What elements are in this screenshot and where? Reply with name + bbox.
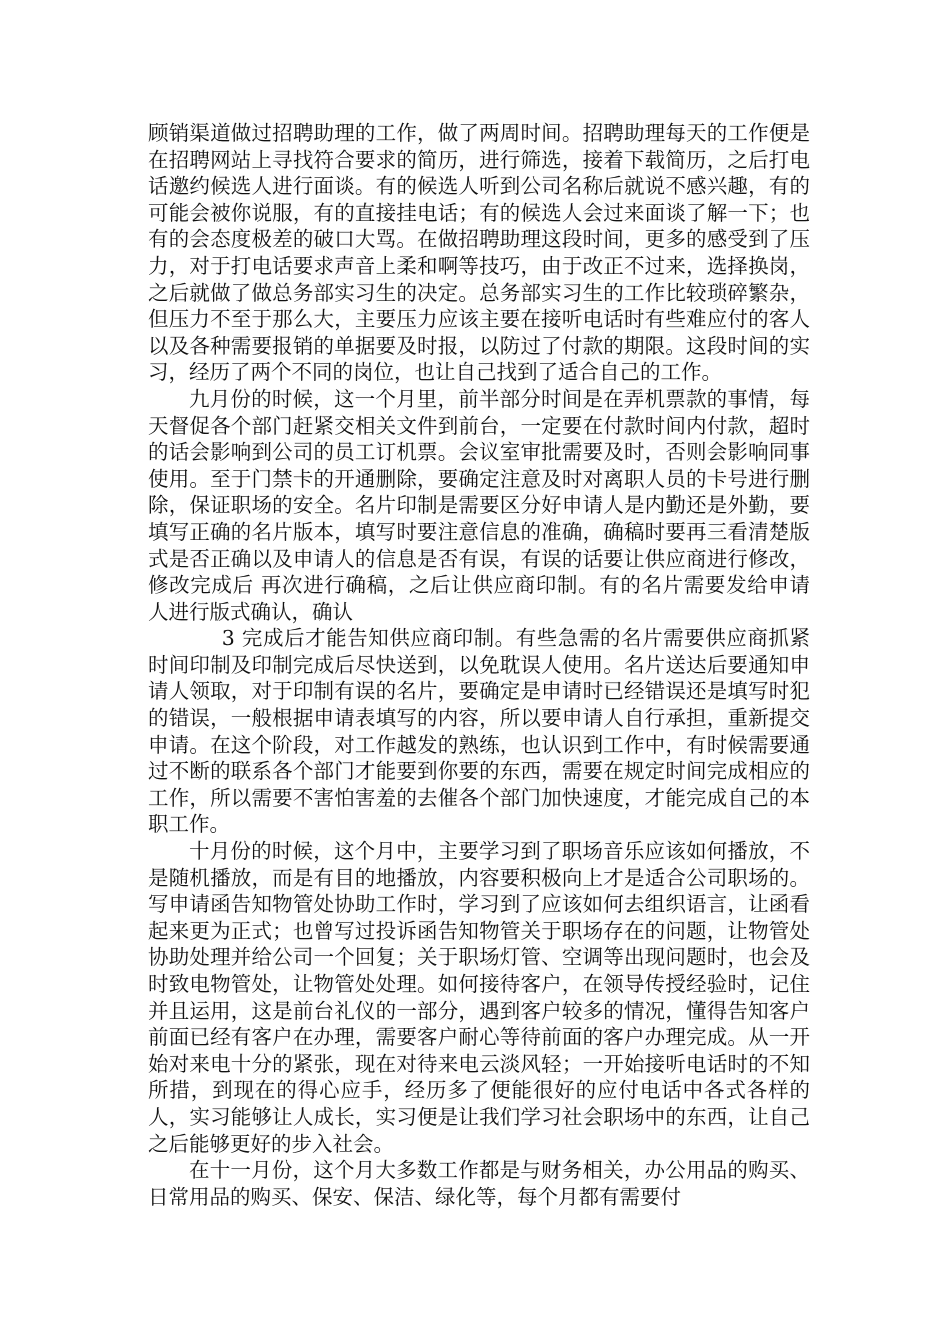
document-page <box>148 120 810 1210</box>
paragraph-november: 在十一月份，这个月大多数工作都是与财务相关，办公用品的购买、日常用品的购买、保安、保洁、绿化等，每个月都有需要付 <box>148 1158 810 1209</box>
paragraph-october: 十月份的时候，这个月中，主要学习到了职场音乐应该如何播放，不是随机播放，而是有目的地播放，内容要积极向上才是适合公司职场的。写申请函告知物管处协助工作时，学习到了应该如何去组织语言，让函看起来更为正式；也曾写过投诉函告知物管关于职场存在的问题，让物管处协助处理并给公司一个回复；关于职场灯管、空调等出现问题时，也会及时致电物管处，让物管处处理。如何接待客户，在领导传授经验时，记住并且运用，这是前台礼仪的一部分，遇到客户较多的情况，懂得告知客户前面已经有客户在办理，需要客户耐心等待前面的客户办理完成。从一开始对来电十分的紧张，现在对待来电云淡风轻；一开始接听电话时的不知所措，到现在的得心应手，经历多了便能很好的应付电话中各式各样的人，实习能够让人成长，实习便是让我们学习社会职场中的东西，让自己之后能够更好的步入社会。 <box>148 839 810 1156</box>
paragraph-continuation: 3 完成后才能告知供应商印制。有些急需的名片需要供应商抓紧时间印制及印制完成后尽快送到，以免耽误人使用。名片送达后要通知申请人领取，对于印制有误的名片，要确定是申请时已经错误还是填写时犯的错误，一般根据申请表填写的内容，所以要申请人自行承担，重新提交申请。在这个阶段，对工作越发的熟练，也认识到工作中，有时候需要通过不断的联系各个部门才能要到你要的东西，需要在规定时间完成相应的工作，所以需要不害怕害羞的去催各个部门加快速度，才能完成自己的本职工作。 <box>148 626 810 837</box>
paragraph-september: 九月份的时候，这一个月里，前半部分时间是在弄机票款的事情，每天督促各个部门赶紧交相关文件到前台，一定要在付款时间内付款，超时的话会影响到公司的员工订机票。会议室审批需要及时，否则会影响同事使用。至于门禁卡的开通删除，要确定注意及时对离职人员的卡号进行删除，保证职场的安全。名片印制是需要区分好申请人是内勤还是外勤，要填写正确的名片版本，填写时要注意信息的准确，确稿时要再三看清楚版式是否正确以及申请人的信息是否有误，有误的话要让供应商进行修改，修改完成后 再次进行确稿，之后让供应商印制。有的名片需要发给申请人进行版式确认，确认 <box>148 386 810 624</box>
paragraph-1: 顾销渠道做过招聘助理的工作，做了两周时间。招聘助理每天的工作便是在招聘网站上寻找符合要求的简历，进行筛选，接着下载简历，之后打电话邀约候选人进行面谈。有的候选人听到公司名称后就说不感兴趣，有的可能会被你说服，有的直接挂电话；有的候选人会过来面谈了解一下；也有的会态度极差的破口大骂。在做招聘助理这段时间，更多的感受到了压力，对于打电话要求声音上柔和啊等技巧，由于改正不过来，选择换岗，之后就做了做总务部实习生的决定。总务部实习生的工作比较琐碎繁杂，但压力不至于那么大，主要压力应该主要在接听电话时有些难应付的客人以及各种需要报销的单据要及时报，以防过了付款的期限。这段时间的实习，经历了两个不同的岗位，也让自己找到了适合自己的工作。 <box>148 121 810 385</box>
